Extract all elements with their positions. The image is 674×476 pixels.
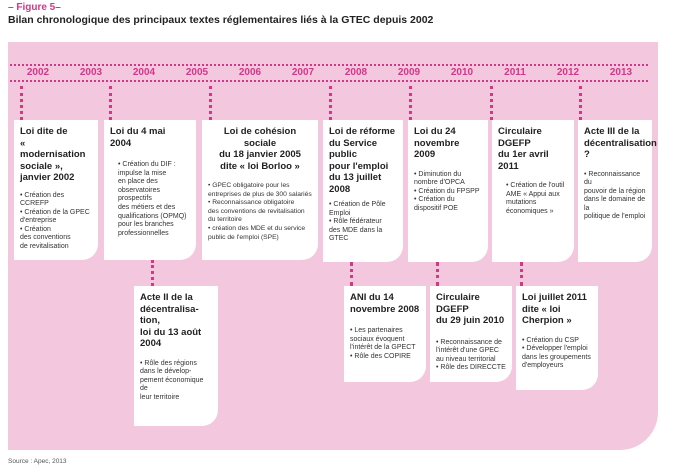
item-line: • Création <box>20 225 51 233</box>
item-line: • Création du <box>414 196 455 204</box>
item-line: dans le dévelop- <box>140 368 192 376</box>
card-body <box>414 171 482 214</box>
item-line: • Rôle des COPIRE <box>350 352 411 360</box>
figure-label: – Figure 5– <box>8 2 61 13</box>
title-line: Circulaire DGEFP <box>498 126 542 149</box>
connector-2009 <box>409 86 412 120</box>
item-line: pour les branches <box>118 221 174 229</box>
item-line: • Création de l'outil <box>506 182 565 189</box>
title-line: du 29 juin 2010 <box>436 315 505 326</box>
item-line: • Reconnaissance obligatoire <box>208 199 295 207</box>
item-line: l'intérêt de la GPECT <box>350 344 416 352</box>
card-title <box>110 126 190 149</box>
card-body <box>329 201 397 244</box>
title-line: Loi dite de <box>20 126 68 137</box>
item-line: • Rôle des DIRECCTE <box>436 364 506 372</box>
title-line: Circulaire DGEFP <box>436 292 480 315</box>
item-line: • création des MDE et du service <box>208 224 306 232</box>
item-line: • Création de la GPEC <box>20 208 90 216</box>
title-line: décentralisa- <box>140 303 199 315</box>
card-title <box>436 292 506 327</box>
card-body <box>584 171 646 223</box>
item-line: économiques » <box>506 207 554 215</box>
connector-2008 <box>329 86 332 120</box>
item-line: pement économique de <box>140 376 204 393</box>
title-line: Loi de cohésion sociale <box>223 126 297 149</box>
title-line: dite « loi Borloo » <box>220 160 300 172</box>
card-title <box>584 126 657 161</box>
item-line: des conventions de revitalisation <box>208 207 305 215</box>
item-line: • Rôle fédérateur <box>329 218 382 226</box>
item-line: d'employeurs <box>522 362 564 370</box>
item-line: • Création du FPSPP <box>414 187 480 195</box>
item-line: impulse la mise <box>118 169 167 177</box>
item-line: • Rôle des régions <box>140 359 197 367</box>
item-line: des MDE dans la GTEC <box>329 226 383 243</box>
title-line: 2008 <box>329 183 351 195</box>
title-line: novembre 2008 <box>350 303 420 315</box>
year-2008: 2008 <box>344 67 368 78</box>
year-2004: 2004 <box>132 67 156 78</box>
card-body <box>350 327 420 361</box>
item-line: • Reconnaissance de <box>436 338 502 346</box>
item-line: • Diminution du <box>414 170 462 178</box>
item-line: AME « Appui aux <box>506 190 560 198</box>
title-line: Loi du 24 <box>414 126 456 137</box>
connector-2010-lower <box>436 262 439 286</box>
item-line: du territoire <box>208 216 242 224</box>
title-line: Cherpion » <box>522 315 572 326</box>
item-line: au niveau territorial <box>436 355 496 363</box>
item-line: mutations <box>506 199 537 207</box>
title-line: pour l'emploi <box>329 160 389 172</box>
item-line: Emploi <box>329 209 351 217</box>
title-line: 2004 <box>140 338 162 349</box>
title-line: Acte II de la <box>140 292 193 303</box>
card-title <box>140 292 212 350</box>
connector-2004-lower <box>151 260 154 286</box>
title-line: tion, <box>140 315 161 326</box>
year-2003: 2003 <box>79 67 103 78</box>
item-line: • Création du CSP <box>522 336 579 344</box>
item-line: • Reconnaissance du <box>584 170 641 187</box>
title-line: Loi du 4 mai <box>110 126 166 137</box>
card-ani-14-novembre-2008 <box>344 286 426 382</box>
connector-2002 <box>20 86 23 120</box>
connector-2004 <box>109 86 112 120</box>
item-line: en place des <box>118 178 158 186</box>
item-line: des conventions <box>20 234 71 242</box>
year-2006: 2006 <box>238 67 262 78</box>
item-line: politique de l'emploi <box>584 213 646 221</box>
item-line: • Développer l'emploi <box>522 345 588 353</box>
year-2005: 2005 <box>185 67 209 78</box>
card-title <box>522 292 592 327</box>
card-circulaire-dgefp-avril-2011 <box>492 120 574 262</box>
item-line: dispositif POE <box>414 204 458 212</box>
title-line: du Service <box>329 137 378 149</box>
card-acte-ii-decentralisation <box>134 286 218 426</box>
item-line: prospectifs <box>118 195 152 203</box>
title-line: novembre 2009 <box>414 137 460 160</box>
item-line: • Création de Pôle <box>329 201 386 208</box>
item-line: sociaux évoquent <box>350 335 405 343</box>
card-body <box>522 337 592 371</box>
item-line: qualifications (OPMQ) <box>118 212 187 220</box>
item-line: • GPEC obligatoire pour les <box>208 182 290 189</box>
item-line: observatoires <box>118 186 161 194</box>
title-line: sociale », <box>20 160 63 172</box>
item-line: • Les partenaires <box>350 327 403 334</box>
year-2009: 2009 <box>397 67 421 78</box>
connector-2005 <box>209 86 212 120</box>
title-line: ? <box>584 149 590 160</box>
card-title <box>498 126 568 172</box>
card-loi-4-mai-2004 <box>104 120 196 260</box>
item-line: pouvoir de la région <box>584 187 646 195</box>
item-line: public de l'emploi (SPE) <box>208 233 279 241</box>
title-line: du 13 juillet <box>329 172 382 183</box>
year-2002: 2002 <box>26 67 50 78</box>
connector-2011 <box>490 86 493 120</box>
card-loi-reforme-service-public <box>323 120 403 262</box>
title-line: « modernisation <box>20 137 86 160</box>
card-loi-modernisation-sociale <box>14 120 98 260</box>
card-title <box>350 292 420 315</box>
connector-2008-lower <box>350 262 353 286</box>
card-body <box>140 360 212 403</box>
card-acte-iii-decentralisation <box>578 120 657 262</box>
item-line: des métiers et des <box>118 203 176 211</box>
title-line: du 1er avril 2011 <box>498 149 549 172</box>
figure-title: Bilan chronologique des principaux textes réglementaires liés à la GTEC depuis 2002 <box>8 14 434 26</box>
item-line: l'intérêt d'une GPEC <box>436 347 499 355</box>
card-loi-cherpion <box>516 286 598 390</box>
title-line: loi du 13 août <box>140 326 202 338</box>
item-line: leur territoire <box>140 393 180 401</box>
title-line: ANI du 14 <box>350 292 394 303</box>
item-line: dans le domaine de la <box>584 196 646 212</box>
item-line: nombre d'OPCA <box>414 179 465 187</box>
item-line: • Création du DIF : <box>118 161 176 168</box>
item-line: • Création des CCREFP <box>20 191 65 208</box>
item-line: de revitalisation <box>20 243 69 251</box>
item-line: d'entreprise <box>20 217 57 225</box>
connector-2013 <box>579 86 582 120</box>
title-line: Acte III de la <box>584 126 640 137</box>
card-title <box>414 126 482 161</box>
card-body <box>20 192 92 252</box>
card-body <box>498 182 568 216</box>
title-line: Loi de réforme <box>329 126 395 137</box>
card-body <box>436 339 506 373</box>
title-line: janvier 2002 <box>20 172 75 183</box>
card-title <box>20 126 92 184</box>
card-body <box>110 161 190 238</box>
year-2007: 2007 <box>291 67 315 78</box>
item-line: dans les groupements <box>522 353 591 361</box>
source-note: Source : Apec, 2013 <box>8 458 67 465</box>
title-line: public <box>329 149 357 160</box>
card-body <box>208 182 312 242</box>
card-title <box>208 126 312 172</box>
year-2013: 2013 <box>609 67 633 78</box>
title-line: dite « loi <box>522 303 561 315</box>
card-loi-cohesion-sociale <box>202 120 318 260</box>
year-2010: 2010 <box>450 67 474 78</box>
year-2012: 2012 <box>556 67 580 78</box>
card-title <box>329 126 397 195</box>
title-line: décentralisation <box>584 137 657 149</box>
title-line: du 18 janvier 2005 <box>219 149 301 160</box>
card-loi-24-novembre-2009 <box>408 120 488 262</box>
title-line: Loi juillet 2011 <box>522 292 587 303</box>
item-line: entreprises de plus de 300 salariés <box>208 190 312 198</box>
card-circulaire-dgefp-juin-2010 <box>430 286 512 382</box>
connector-2011-lower <box>520 262 523 286</box>
item-line: professionnelles <box>118 229 169 237</box>
year-2011: 2011 <box>504 67 526 78</box>
title-line: 2004 <box>110 137 132 149</box>
